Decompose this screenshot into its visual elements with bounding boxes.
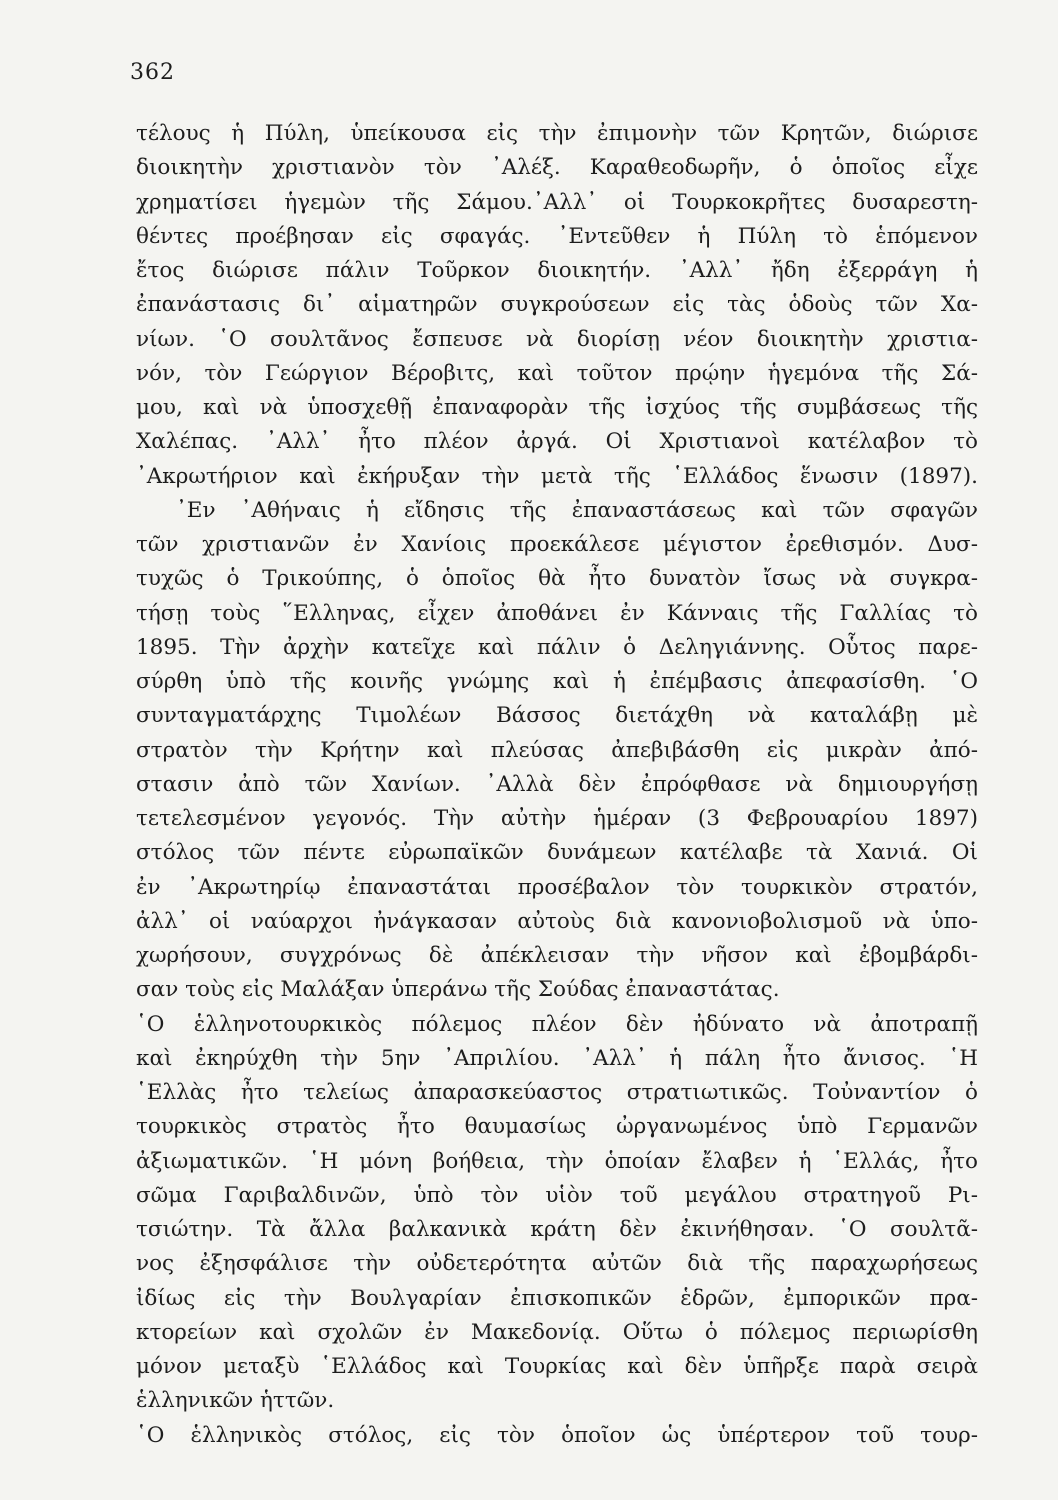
text-line: συνταγματάρχης Τιμολέων Βάσσος διετάχθη νὰ καταλάβῃ μὲ — [136, 703, 978, 729]
text-line: στόλος τῶν πέντε εὐρωπαϊκῶν δυνάμεων κατέλαβε τὰ Χανιά. Οἱ — [136, 840, 978, 866]
text-line: τήσῃ τοὺς ῞Ελληνας, εἶχεν ἀποθάνει ἐν Κάνναις τῆς Γαλλίας τὸ — [136, 600, 978, 626]
text-line: διοικητὴν χριστιανὸν τὸν ᾿Αλέξ. Καραθεοδωρῆν, ὁ ὁποῖος εἶχε — [136, 155, 978, 181]
text-line: μόνον μεταξὺ ῾Ελλάδος καὶ Τουρκίας καὶ δὲν ὑπῆρξε παρὰ σειρὰ — [136, 1354, 978, 1379]
text-line: ᾿Ακρωτήριον καὶ ἐκήρυξαν τὴν μετὰ τῆς ῾Ελλάδος ἕνωσιν (1897). — [136, 463, 978, 489]
text-line: μου, καὶ νὰ ὑποσχεθῇ ἐπαναφορὰν τῆς ἰσχύος τῆς συμβάσεως τῆς — [136, 395, 978, 420]
text-line: νίων. ῾Ο σουλτᾶνος ἔσπευσε νὰ διορίσῃ νέον διοικητὴν χριστια- — [136, 326, 978, 352]
text-line: θέντες προέβησαν εἰς σφαγάς. ᾿Εντεῦθεν ἡ Πύλη τὸ ἑπόμενον — [136, 223, 978, 249]
text-line: στρατὸν τὴν Κρήτην καὶ πλεύσας ἀπεβιβάσθη εἰς μικρὰν ἀπό- — [136, 737, 978, 763]
text-line: 1895. Τὴν ἀρχὴν κατεῖχε καὶ πάλιν ὁ Δεληγιάννης. Οὗτος παρε- — [136, 634, 978, 660]
text-line: σαν τοὺς εἰς Μαλάξαν ὑπεράνω τῆς Σούδας ἐπαναστάτας. — [136, 977, 780, 1003]
body-text — [136, 117, 978, 1453]
text-line: τέλους ἡ Πύλη, ὑπείκουσα εἰς τὴν ἐπιμονὴν τῶν Κρητῶν, διώρισε — [136, 121, 978, 146]
text-line: νόν, τὸν Γεώργιον Βέροβιτς, καὶ τοῦτον πρῴην ἡγεμόνα τῆς Σά- — [136, 360, 978, 386]
text-line: στασιν ἀπὸ τῶν Χανίων. ᾿Αλλὰ δὲν ἐπρόφθασε νὰ δημιουργήσῃ — [136, 771, 978, 797]
text-line: τῶν χριστιανῶν ἐν Χανίοις προεκάλεσε μέγιστον ἐρεθισμόν. Δυσ- — [136, 532, 978, 557]
text-line: καὶ ἐκηρύχθη τὴν 5ην ᾿Απριλίου. ᾿Αλλ᾿ ἡ πάλη ἦτο ἄνισος. ῾Η — [136, 1045, 978, 1071]
text-line: ἐν ᾿Ακρωτηρίῳ ἐπαναστάται προσέβαλον τὸν τουρκικὸν στρατόν, — [136, 874, 978, 900]
text-line: χρηματίσει ἡγεμὼν τῆς Σάμου.᾿Αλλ᾿ οἱ Τουρκοκρῆτες δυσαρεστη- — [136, 189, 978, 215]
text-line: ἔτος διώρισε πάλιν Τοῦρκον διοικητήν. ᾿Αλλ᾿ ἤδη ἐξερράγη ἡ — [136, 258, 978, 283]
text-line: ῾Ο ἑλληνικὸς στόλος, εἰς τὸν ὁποῖον ὡς ὑπέρτερον τοῦ τουρ- — [136, 1422, 978, 1448]
text-line: σῶμα Γαριβαλδινῶν, ὑπὸ τὸν υἱὸν τοῦ μεγάλου στρατηγοῦ Ρι- — [136, 1182, 978, 1208]
text-line: χωρήσουν, συγχρόνως δὲ ἀπέκλεισαν τὴν νῆσον καὶ ἐβομβάρδι- — [136, 943, 978, 968]
text-line: ἑλληνικῶν ἡττῶν. — [136, 1388, 335, 1414]
text-line: κτορείων καὶ σχολῶν ἐν Μακεδονίᾳ. Οὕτω ὁ πόλεμος περιωρίσθη — [136, 1319, 978, 1345]
page-number: 362 — [130, 60, 175, 85]
text-line: ῾Ο ἑλληνοτουρκικὸς πόλεμος πλέον δὲν ἠδύνατο νὰ ἀποτραπῇ — [136, 1011, 978, 1037]
text-line: ἀλλ᾿ οἱ ναύαρχοι ἠνάγκασαν αὐτοὺς διὰ κανονιοβολισμοῦ νὰ ὑπο- — [136, 908, 978, 934]
text-line: ἰδίως εἰς τὴν Βουλγαρίαν ἐπισκοπικῶν ἑδρῶν, ἐμπορικῶν πρα- — [136, 1285, 978, 1311]
text-line: ῾Ελλὰς ἦτο τελείως ἀπαρασκεύαστος στρατιωτικῶς. Τοὐναντίον ὁ — [136, 1080, 978, 1105]
text-line: Χαλέπας. ᾿Αλλ᾿ ἦτο πλέον ἀργά. Οἱ Χριστιανοὶ κατέλαβον τὸ — [136, 429, 978, 455]
text-line: ᾿Εν ᾿Αθήναις ἡ εἴδησις τῆς ἐπαναστάσεως καὶ τῶν σφαγῶν — [176, 497, 978, 523]
text-line: νος ἐξησφάλισε τὴν οὐδετερότητα αὐτῶν διὰ τῆς παραχωρήσεως — [136, 1251, 978, 1277]
text-line: ἀξιωματικῶν. ῾Η μόνη βοήθεια, τὴν ὁποίαν ἔλαβεν ἡ ῾Ελλάς, ἦτο — [136, 1148, 978, 1174]
text-line: ἐπανάστασις δι᾿ αἱματηρῶν συγκρούσεων εἰς τὰς ὁδοὺς τῶν Χα- — [136, 292, 978, 318]
text-line: τυχῶς ὁ Τρικούπης, ὁ ὁποῖος θὰ ἦτο δυνατὸν ἴσως νὰ συγκρα- — [136, 566, 978, 592]
text-line: τσιώτην. Τὰ ἄλλα βαλκανικὰ κράτη δὲν ἐκινήθησαν. ῾Ο σουλτᾶ- — [136, 1217, 978, 1242]
text-line: τετελεσμένον γεγονός. Τὴν αὐτὴν ἡμέραν (3 Φεβρουαρίου 1897) — [136, 806, 978, 831]
text-line: σύρθη ὑπὸ τῆς κοινῆς γνώμης καὶ ἡ ἐπέμβασις ἀπεφασίσθη. ῾Ο — [136, 669, 978, 694]
text-line: τουρκικὸς στρατὸς ἦτο θαυμασίως ὠργανωμένος ὑπὸ Γερμανῶν — [136, 1114, 978, 1140]
